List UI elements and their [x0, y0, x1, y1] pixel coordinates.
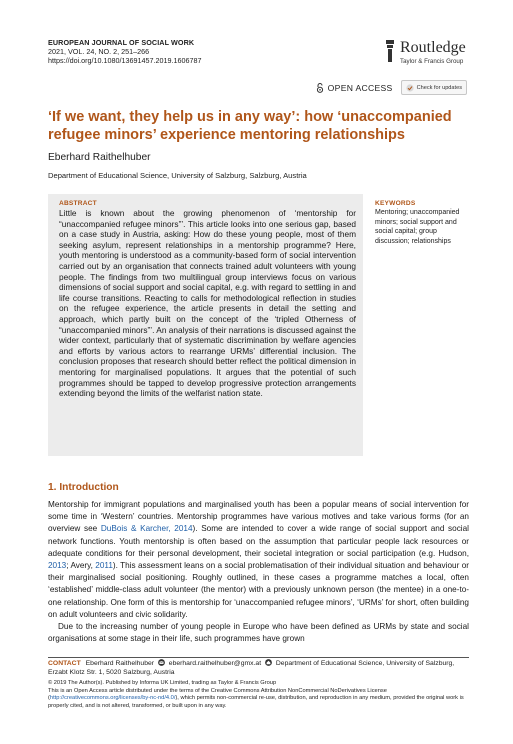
contact-line — [48, 659, 469, 677]
intro-text-segment: Mentorship for immigrant populations and marginalised youth has been a popular means of social intervention for some time in ‘Western’ countries. Mentorship programmes have various motives and take various forms (for an overview see — [48, 500, 469, 534]
journal-name: EUROPEAN JOURNAL OF SOCIAL WORK — [48, 38, 195, 47]
publisher-name: Routledge — [400, 39, 466, 56]
copyright-notice — [48, 680, 469, 710]
abstract-text: Little is known about the growing phenomenon of ‘mentorship for “unaccompanied refugee minors”’. This article looks into one serious gap, based on a case study in Austria, asking: How do these young people, most of them seeking asylum, represent relationships in a mentorship programme? Here, youth mentoring is understood as a community-based form of social intervention carried out by an organisation that connects trained adult volunteers with young people. The findings from two multilingual group interviews focus on various dimensions of social support and social capital, e.g. with regard to settling in and life course transitions. Reacting to calls for methodological reflection in studies on the refugee experience, the article presents in detail the setting and approach, which partly built on the concept of the ‘tripled Otherness of “unaccompanied minors”’. An analysis of their narrations is discussed against the wider context, particularly that of systematic discrimination by welfare agencies and efforts by various actors to rearrange URMs’ differential inclusion. The conclusion proposes that research should better reflect the political dimension in mentoring for marginalised populations. It argues that the potential of such programmes should be tapped to develop progressive protection arrangements extending beyond the limits of the welfarist nation state. — [59, 208, 356, 399]
citation-link[interactable]: 2013 — [48, 561, 67, 571]
citation-link[interactable]: 2011 — [95, 561, 113, 571]
publisher-subtitle: Taylor & Francis Group — [400, 58, 464, 65]
license-link[interactable]: http://creativecommons.org/licenses/by-nc-nd/4.0/ — [49, 695, 176, 702]
intro-text-segment: ). Some are intended to cover a wide range of social support and social network functions. Youth mentorship is often based on the assumption that particular people lack resources or adequate conditions for their personal development, their societal integration or social participation (e.g. Hudson, — [48, 524, 469, 558]
open-lock-icon — [316, 83, 324, 93]
check-for-updates-button[interactable] — [401, 80, 467, 95]
check-updates-icon — [406, 84, 414, 92]
publisher-logo — [386, 40, 466, 66]
open-access-row — [316, 80, 467, 95]
contact-name: Eberhard Raithelhuber — [85, 660, 155, 667]
abstract-heading: ABSTRACT — [59, 200, 97, 207]
email-icon — [158, 659, 165, 666]
address-icon — [265, 659, 272, 666]
license-text — [48, 688, 469, 711]
journal-issue: 2021, VOL. 24, NO. 2, 251–266 — [48, 47, 150, 56]
article-title: ‘If we want, they help us in any way’: how ‘unaccompanied refugee minors’ experience mentoring relationships — [48, 109, 452, 143]
contact-label: CONTACT — [48, 660, 81, 667]
section-heading-introduction: 1. Introduction — [48, 482, 119, 493]
intro-text-segment: ). This assessment leans on a social problematisation of their individual situation and behaviour or their marginalised social positioning. Roughly outlined, in these cases a programme matches a local, often ‘established’ middle-class adult volunteer (the mentor) with a previously unknown person (the mentee) in a one-to-one relationship. One form of this is mentorship for ‘unaccompanied refugee minors’, ‘URMs’ for short, often building on adult volunteers and civic solidarity. — [48, 561, 469, 619]
intro-text-segment: ; Avery, — [66, 561, 96, 571]
license-segment: This is an Open Access article distributed under the terms of the Creative Commons Attribution NonCommercial NoDerivatives License ( — [48, 687, 387, 702]
contact-address: Department of Educational Science, University of Salzburg, Erzabt Klotz Str. 1, 5020 Salzburg, Austria — [48, 660, 455, 676]
journal-doi[interactable]: https://doi.org/10.1080/13691457.2019.1606787 — [48, 56, 202, 65]
keywords-text: Mentoring; unaccompanied minors; social support and social capital; group discussion; relationships — [375, 209, 460, 245]
check-for-updates-label: Check for updates — [416, 84, 462, 91]
keywords-heading: KEYWORDS — [375, 200, 416, 207]
intro-paragraph-1 — [48, 499, 469, 621]
author-name: Eberhard Raithelhuber — [48, 152, 151, 163]
contact-email[interactable]: eberhard.raithelhuber@gmx.at — [168, 660, 262, 667]
open-access-label: OPEN ACCESS — [327, 82, 393, 93]
introduction-body — [48, 499, 469, 645]
license-segment: ), which permits non-commercial re-use, distribution, and reproduction in any medium, provided the original work is properly cited, and is not altered, transformed, or built upon in any way. — [48, 695, 464, 709]
author-affiliation: Department of Educational Science, University of Salzburg, Salzburg, Austria — [48, 171, 307, 180]
footer-divider — [48, 657, 469, 658]
citation-link[interactable]: DuBois & Karcher, 2014 — [100, 524, 193, 534]
intro-paragraph-2: Due to the increasing number of young people in Europe who have been defined as URMs by state and social organisations at some stage in their life, such programmes have grown — [48, 622, 469, 644]
routledge-mark-icon — [386, 40, 394, 62]
copyright-line: © 2019 The Author(s). Published by Informa UK Limited, trading as Taylor & Francis Group — [48, 680, 277, 686]
journal-info — [48, 38, 201, 65]
